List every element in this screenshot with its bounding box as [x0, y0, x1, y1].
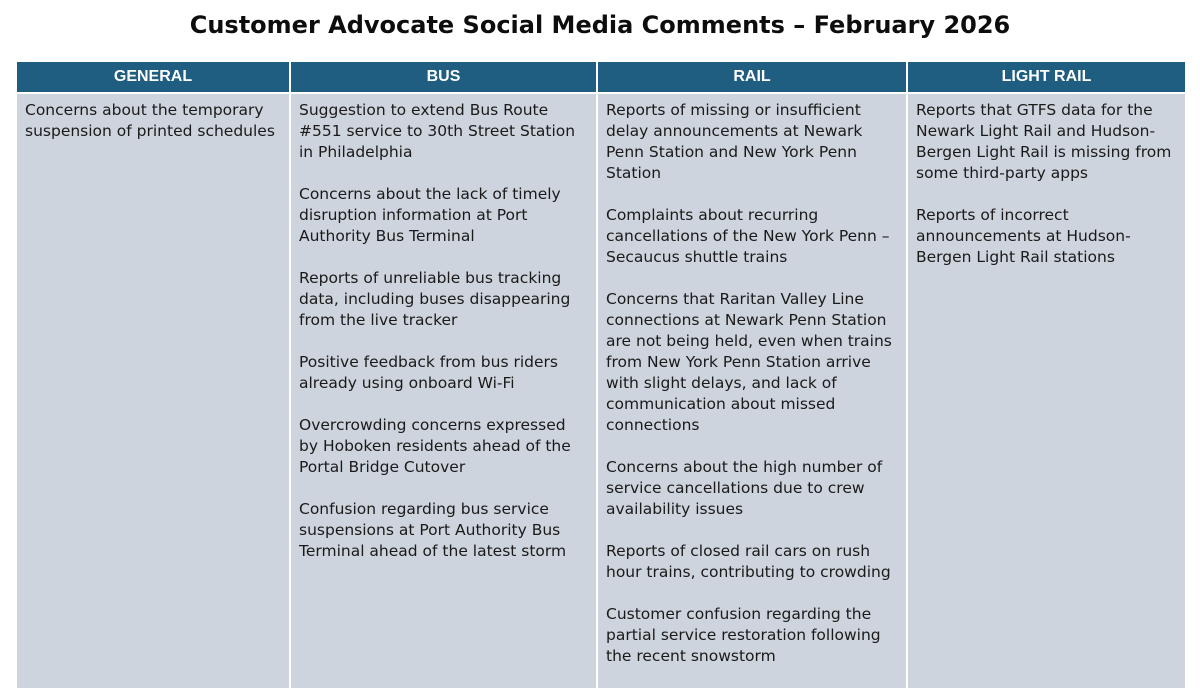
comment-item: Concerns about the high number of service cancellations due to crew availability issues: [606, 458, 883, 518]
comment-item: Suggestion to extend Bus Route #551 service to 30th Street Station in Philadelphia: [299, 101, 576, 161]
column-header-rail: RAIL: [597, 62, 907, 93]
bus-column-cell: [290, 93, 597, 688]
column-header-bus: BUS: [290, 62, 597, 93]
page-title: Customer Advocate Social Media Comments – February 2026: [189, 11, 1011, 39]
comment-item: Concerns about the temporary suspension of printed schedules: [25, 101, 275, 140]
comment-item: Reports of unreliable bus tracking data, including buses disappearing from the live tracker: [299, 269, 571, 329]
column-header-general: GENERAL: [16, 62, 290, 93]
comment-item: Customer confusion regarding the partial service restoration following the recent snowstorm: [606, 605, 881, 665]
header-row: [16, 62, 1186, 93]
light-rail-column-cell: [907, 93, 1186, 688]
comment-item: Reports of incorrect announcements at Hudson-Bergen Light Rail stations: [916, 206, 1131, 266]
comment-item: Concerns that Raritan Valley Line connections at Newark Penn Station are not being held, even when trains from New York Penn Station arrive with slight delays, and lack of communication about missed connections: [606, 290, 892, 434]
comment-item: Reports that GTFS data for the Newark Light Rail and Hudson-Bergen Light Rail is missing from some third-party apps: [916, 101, 1172, 182]
comment-item: Reports of missing or insufficient delay announcements at Newark Penn Station and New York Penn Station: [606, 101, 863, 182]
rail-column-cell: [597, 93, 907, 688]
column-header-light-rail: LIGHT RAIL: [907, 62, 1186, 93]
comments-table: [15, 62, 1187, 688]
general-column-cell: [16, 93, 290, 688]
comment-item: Confusion regarding bus service suspensions at Port Authority Bus Terminal ahead of the latest storm: [299, 500, 567, 560]
comment-item: Complaints about recurring cancellations of the New York Penn – Secaucus shuttle trains: [606, 206, 890, 266]
comment-item: Overcrowding concerns expressed by Hoboken residents ahead of the Portal Bridge Cutover: [299, 416, 571, 476]
content-row: [16, 93, 1186, 688]
comment-item: Positive feedback from bus riders already using onboard Wi-Fi: [299, 353, 558, 392]
comment-item: Reports of closed rail cars on rush hour trains, contributing to crowding: [606, 542, 891, 581]
comment-item: Concerns about the lack of timely disruption information at Port Authority Bus Terminal: [299, 185, 561, 245]
